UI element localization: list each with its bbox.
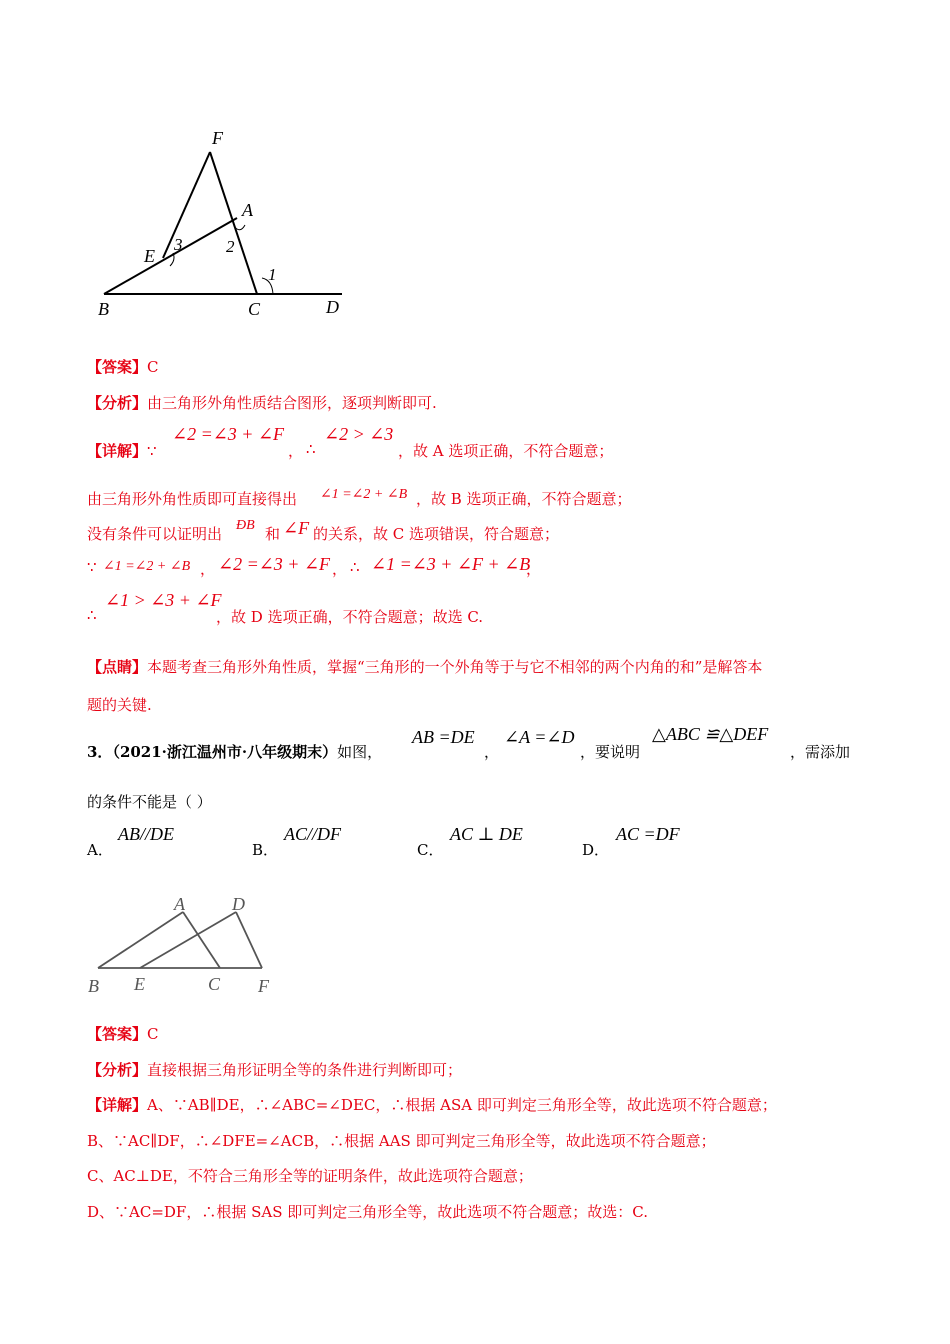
fig2-label-A: A [174,894,185,914]
option-a-letter: A． [87,841,113,859]
option-c-math: AC ⊥ DE [450,824,523,844]
answer-value: C [147,1025,159,1043]
math-expr: ÐB [236,518,255,533]
detail-text: 的关系，故 C 选项错误，符合题意； [313,525,560,543]
detail-tag: 【详解】 [87,1096,148,1114]
option-d-letter: D． [582,841,610,859]
fig1-label-E: E [144,246,155,266]
math-expr: ∠2 =∠3 + ∠F [218,554,331,574]
point-line-1 [87,656,762,677]
math-expr: ∠2 =∠3 + ∠F [172,424,285,444]
detail-text: 由三角形外角性质即可直接得出 [87,490,298,508]
analysis-text: 由三角形外角性质结合图形，逐项判断即可. [147,394,437,412]
fig2-label-F: F [258,976,269,996]
q3-detail-line-2: B、∵AC∥DF，∴∠DFE=∠ACB，∴根据 AAS 即可判定三角形全等，故此选项不符合题意； [87,1132,716,1150]
separator: ， [484,743,500,761]
triangle-figure-2 [80,888,290,1000]
fig2-label-B: B [88,976,99,996]
detail-text: A、∵AB∥DE，∴∠ABC=∠DEC，∴根据 ASA 即可判定三角形全等，故此选项不符合题意； [147,1096,777,1114]
detail-text: ，故 B 选项正确，不符合题意； [416,490,632,508]
option-b-math: AC//DF [284,824,341,844]
analysis-tag: 【分析】 [87,1061,148,1079]
separator: ， [526,560,542,578]
q3-stem-start [87,741,382,762]
math-expr: ∠1 > ∠3 + ∠F [105,590,222,610]
math-expr: ∠F [283,518,310,538]
q3-detail-line-4: D、∵AC=DF，∴根据 SAS 即可判定三角形全等，故此选项不符合题意；故选：C. [87,1203,648,1221]
point-text: 本题考查三角形外角性质，掌握“三角形的一个外角等于与它不相邻的两个内角的和”是解答本 [147,658,763,676]
because-symbol: ∵ [87,558,97,576]
separator: ， [288,442,304,460]
point-line-2: 题的关键. [87,696,152,714]
question-intro: 如图， [337,743,383,761]
detail-text: 和 [265,525,281,543]
fig1-label-D: D [326,297,339,317]
answer-tag: 【答案】 [87,1025,148,1043]
option-d-math: AC =DF [616,824,680,844]
question-text: ，需添加 [790,743,851,761]
option-a-math: AB//DE [118,824,174,844]
math-expr: ∠A =∠D [504,727,575,747]
question-number: 3． [87,743,113,761]
q2-analysis-line [87,392,437,413]
fig2-label-C: C [208,974,221,994]
analysis-tag: 【分析】 [87,394,148,412]
q3-answer-line [87,1023,159,1044]
separator: ， [332,560,348,578]
analysis-text: 直接根据三角形证明全等的条件进行判断即可； [147,1061,463,1079]
fig2-label-D: D [232,894,245,914]
detail-tag: 【详解】 [87,442,148,460]
fig1-label-3: 3 [174,235,183,254]
question-text-line-2: 的条件不能是（ ） [87,793,212,811]
triangle-figure-1 [90,120,360,330]
question-source: （2021·浙江温州市·八年级期末） [112,743,338,761]
answer-tag: 【答案】 [87,358,148,376]
question-text: ，要说明 [580,743,641,761]
fig1-label-B: B [98,299,109,319]
because-symbol: ∵ [147,442,157,460]
fig1-label-F: F [212,128,223,148]
q3-detail-line-1 [87,1094,777,1115]
math-expr: △ABC ≌△DEF [652,724,769,744]
math-expr: ∠2 > ∠3 [324,424,394,444]
fig1-label-A: A [242,200,253,220]
fig2-label-E: E [134,974,145,994]
fig1-label-2: 2 [226,237,235,256]
math-expr: ∠1 =∠2 + ∠B [320,487,408,502]
fig1-label-1: 1 [268,265,277,284]
detail-text: ，故 D 选项正确，不符合题意；故选 C. [216,608,484,626]
math-expr: AB =DE [412,727,475,747]
point-tag: 【点睛】 [87,658,148,676]
q2-detail-tag-line [87,440,157,461]
answer-value: C [147,358,159,376]
q2-answer-line [87,356,159,377]
detail-text: ，故 A 选项正确，不符合题意； [398,442,614,460]
therefore-symbol: ∴ [350,558,360,576]
therefore-symbol: ∴ [87,606,97,624]
option-b-letter: B． [252,841,279,859]
fig1-label-C: C [248,299,261,319]
separator: ， [200,560,216,578]
therefore-symbol: ∴ [306,440,316,458]
option-c-letter: C． [417,841,444,859]
q3-analysis-line [87,1059,462,1080]
detail-text: 没有条件可以证明出 [87,525,223,543]
math-expr: ∠1 =∠2 + ∠B [103,559,191,574]
q3-detail-line-3: C、AC⊥DE，不符合三角形全等的证明条件，故此选项符合题意； [87,1167,533,1185]
math-expr: ∠1 =∠3 + ∠F + ∠B [371,554,531,574]
